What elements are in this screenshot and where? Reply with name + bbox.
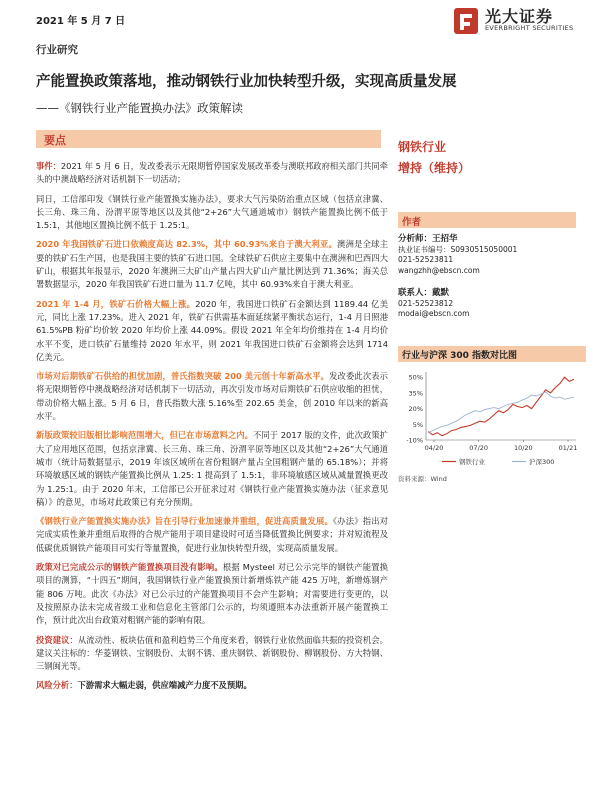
paragraph-text: 2021 年 5 月 6 日，发改委表示无限期暂停国家发展改革委与澳联邦政府相关部门共同牵头的中澳战略经济对话机制下一切活动；: [36, 161, 388, 185]
report-date: 2021 年 5 月 7 日: [36, 16, 126, 27]
paragraph-text: 同日，工信部印发《钢铁行业产能置换实施办法》，要求大气污染防治重点区域（包括京津冀、长三角、珠三角、汾渭平原等地区以及其他“2+26”大气通道城市）钢铁产能置换比例不低于 1.5:1，其他地区置换比例不低于 1.25:1。: [36, 193, 388, 231]
paragraph-lead: 政策对已完成公示的钢铁产能置换项目没有影响。: [36, 562, 223, 573]
report-title: 产能置换政策落地，推动钢铁行业加快转型升级，实现高质量发展: [36, 74, 457, 90]
paragraph-lead: 投资建议：: [36, 634, 78, 645]
paragraph-text: 根据 Mysteel 对已公示完毕的钢铁产能置换项目的测算，“十四五”期间，我国钢铁行业产能置换预计新增炼铁产能 425 万吨，新增炼钢产能 806 万吨。此次《办法》对已公示过的产能置换项目不会产生影响；对需要进行变更的，以及按照原办法未完成省级工业和信息化主管部门公示的，均须遵照本办法重新开展产能置换工作，预计此次出台政策对粗钢产能的影响有限。: [36, 562, 388, 626]
y-tick-label: 20%: [408, 404, 423, 413]
paragraph-lead: 风险分析：: [36, 680, 78, 691]
author-label: 作者: [402, 217, 422, 228]
paragraph-text: 澳洲是全球主要的铁矿石生产国，也是我国主要的铁矿石进口国。全球铁矿石供应主要集中在澳洲和巴西四大矿山，根据其年报显示，2020 年澳洲三大矿山产量占四大矿山产量比例达到 71.36%；海关总署数据显示，2020 年我国铁矿石进口量为 11.7 亿吨，其中 60.93%来自于澳大利亚。: [36, 239, 388, 290]
paragraph-text: 《办法》指出对完成实质性兼并重组后取得的合规产能用于项目建设时可适当降低置换比例要求；并对短流程及低碳优质钢铁产能项目可实行等量置换，促进行业加快转型升级，实现高质量发展。: [36, 516, 388, 553]
legend-label: 钢铁行业: [459, 457, 485, 466]
keypoints-header-bar: [36, 130, 381, 148]
paragraph-lead: 2020 年我国铁矿石进口依赖度高达 82.3%，其中 60.93%来自于澳大利亚。: [36, 239, 338, 250]
paragraph: [36, 515, 388, 555]
analyst-email[interactable]: wangzhh@ebscn.com: [398, 265, 480, 275]
contact-name: 戴默: [432, 288, 450, 298]
report-category: 行业研究: [36, 44, 78, 56]
analyst-label: 分析师：: [398, 234, 433, 244]
paragraph-lead: 事件：: [36, 161, 61, 171]
paragraph-lead: 《钢铁行业产能置换实施办法》旨在引导行业加速兼并重组，促进高质量发展。: [36, 516, 333, 527]
paragraph-lead: 新版政策较旧版相比影响范围增大，但已在市场意料之内。: [36, 430, 254, 441]
x-tick-label: 10/20: [513, 443, 533, 452]
x-tick-label: 07/20: [469, 443, 489, 452]
y-tick-label: -10%: [406, 436, 423, 444]
paragraph: [36, 429, 388, 509]
main-body: [36, 160, 388, 699]
keypoints-label: 要点: [44, 134, 66, 147]
paragraph-lead: 2021 年 1-4 月，铁矿石价格大幅上涨。: [36, 298, 196, 309]
sector-name: 钢铁行业: [398, 140, 447, 154]
contact-info: [398, 288, 588, 320]
paragraph-lead: 市场对后期铁矿石供给的担忧加剧，普氏指数突破 200 美元创十年新高水平。: [36, 371, 330, 382]
paragraph-text: 不同于 2017 版的文件，此次政策扩大了应用地区范围，包括京津冀、长三角、珠三角、汾渭平原等地区以及其他“2+26”大气通道城市（统计局数据显示，2019 年该区域所在省份粗钢产量占全国粗钢产量的 65.18%）；并将环境敏感区域的钢铁产能置换比例从 1.25: 1 提高到了 1.5:1，非环境敏感区域从减量置换更改为 1.25:1。由于 2020 年末，工信部已公开征求过对《钢铁行业产能置换实施办法（征求意见稿）》的意见，市场对此政策已有充分预期。: [36, 430, 388, 507]
chart-title-bar: [398, 346, 586, 362]
contact-email[interactable]: modai@ebscn.com: [398, 309, 470, 318]
analyst-name: 王招华: [432, 234, 458, 244]
y-tick-label: 5%: [412, 420, 423, 429]
analyst-info: [398, 234, 588, 276]
y-tick-label: 50%: [408, 373, 423, 382]
y-tick-label: 35%: [408, 388, 423, 397]
company-name-en: EVERBRIGHT SECURITIES: [485, 24, 574, 32]
company-logo-icon: [452, 6, 480, 36]
paragraph: [36, 238, 388, 291]
paragraph-text: 发改委此次表示将无限期暂停中澳战略经济对话机制下一切活动，再次引发市场对后期铁矿石供应收缩的担忧，带动价格大幅上涨。5 月 6 日，普氏指数大涨 5.16%至 202.65 美金，创 2010 年以来的新高水平。: [36, 371, 388, 422]
analyst-cert: 执业证书编号：S0930515050001: [398, 244, 518, 254]
index-comparison-chart: [398, 366, 586, 472]
x-tick-label: 01/21: [558, 443, 578, 452]
report-subtitle: ——《钢铁行业产能置换办法》政策解读: [36, 101, 243, 115]
x-tick-label: 04/20: [424, 443, 444, 452]
analyst-phone: 021-52523811: [398, 255, 454, 264]
contact-label: 联系人：: [398, 288, 433, 298]
author-header-bar: [398, 212, 576, 228]
paragraph: [36, 561, 388, 627]
chart-title: 行业与沪深 300 指数对比图: [402, 350, 518, 361]
paragraph: [36, 370, 388, 423]
contact-phone: 021-52523812: [398, 298, 454, 308]
series-line-steel: [428, 377, 574, 436]
paragraph-lead: 下游需求大幅走弱，供应端减产力度不及预期。: [77, 680, 252, 691]
paragraph-text: 2020 年，我国进口铁矿石金额达到 1189.44 亿美元，同比上涨 17.23%。进入 2021 年，铁矿石供需基本面延续紧平衡状态运行，1-4 月日照港 61.5%PB 粉矿均价较 2020 年均价上涨 44.09%。假设 2021 年全年均价维持在 1-4 月均价水平不变，进口铁矿石量维持 2020 年水平，则 2021 年我国进口铁矿石金额将会达到 1714 亿美元。: [36, 298, 388, 362]
company-name: 光大证券: [485, 7, 554, 26]
legend-label: 沪深300: [529, 457, 555, 466]
chart-source: 资料来源：Wind: [398, 474, 447, 483]
paragraph: [36, 679, 388, 692]
paragraph-text: 从流动性、板块估值和盈利趋势三个角度来看，钢铁行业依然面临共振的投资机会。建议关注标的：华菱钢铁、宝钢股份、太钢不锈、重庆钢铁、新钢股份、柳钢股份、方大特钢、三钢闽光等。: [36, 634, 388, 672]
paragraph: [36, 298, 388, 364]
paragraph: [36, 634, 388, 674]
paragraph: [36, 160, 388, 187]
rating: 增持（维持）: [398, 161, 471, 175]
paragraph: [36, 193, 388, 233]
sidebar: [398, 138, 588, 483]
